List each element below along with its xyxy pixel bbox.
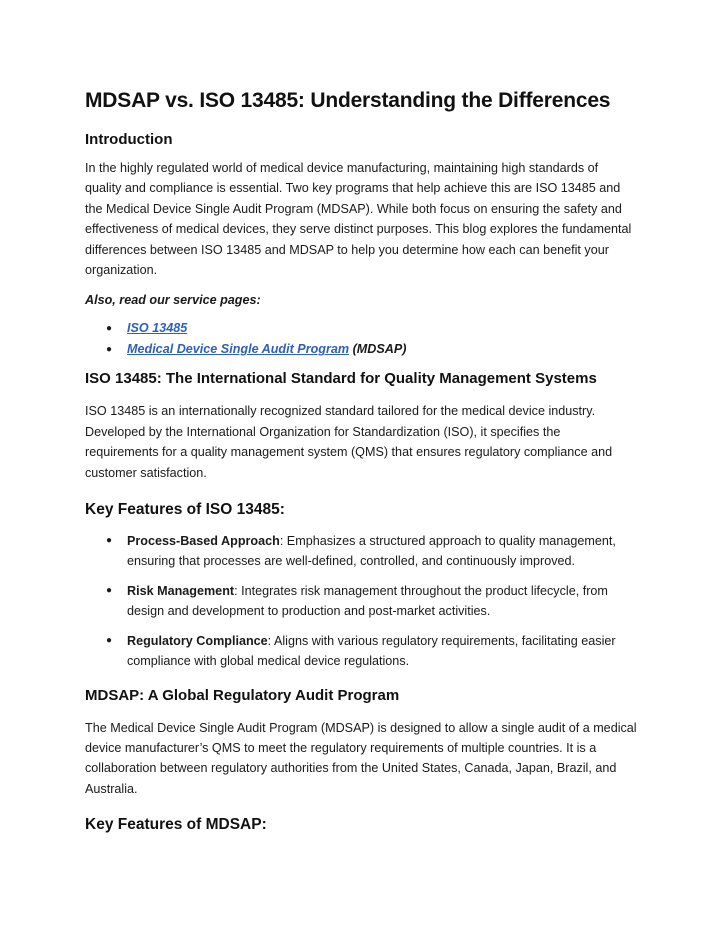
mdsap-link[interactable]: Medical Device Single Audit Program [127, 342, 350, 357]
feature-term: Process-Based Approach [127, 534, 280, 549]
iso-section-paragraph: ISO 13485 is an internationally recognized standard tailored for the medical device industry. Developed by the International Organization for Standardization (ISO), it specifies the requirements for a quality management system (QMS) that ensures regulatory compliance and customer satisfaction. [85, 404, 613, 480]
list-item [85, 531, 637, 572]
list-item [85, 339, 637, 360]
mdsap-features-heading: Key Features of MDSAP: [85, 816, 267, 834]
bullet-icon: ● [106, 584, 113, 596]
list-item [85, 631, 637, 672]
iso-features-list [85, 531, 637, 671]
list-item [85, 581, 637, 622]
iso-features-heading: Key Features of ISO 13485: [85, 501, 285, 519]
feature-term: Regulatory Compliance [127, 633, 268, 648]
document-content [85, 88, 637, 835]
feature-term: Risk Management [127, 583, 235, 598]
introduction-heading: Introduction [85, 131, 173, 148]
mdsap-section-heading: MDSAP: A Global Regulatory Audit Program [85, 686, 400, 704]
bullet-icon: ● [106, 634, 113, 646]
link-suffix: (MDSAP) [349, 342, 407, 357]
feature-description: : Integrates risk management throughout the product lifecycle, from design and development to production and post-market activities. [127, 583, 608, 619]
feature-description: : Aligns with various regulatory requirements, facilitating easier compliance with global medical device regulations. [127, 633, 616, 669]
service-pages-list [85, 318, 637, 360]
page-title: MDSAP vs. ISO 13485: Understanding the Differences [85, 89, 611, 112]
introduction-paragraph: In the highly regulated world of medical device manufacturing, maintaining high standards of quality and compliance is essential. Two key programs that help achieve this are ISO 13485 and the Medical Device Single Audit Program (MDSAP). While both focus on ensuring the safety and effectiveness of medical devices, they serve distinct purposes. This blog explores the fundamental differences between ISO 13485 and MDSAP to help you determine how each can benefit your organization. [85, 161, 632, 278]
bullet-icon: ● [106, 535, 113, 547]
list-item [85, 318, 637, 339]
bullet-icon: ● [106, 344, 113, 356]
feature-description: : Emphasizes a structured approach to quality management, ensuring that processes are well-defined, controlled, and continuously improved. [127, 534, 616, 569]
service-pages-label: Also, read our service pages: [85, 293, 261, 308]
mdsap-section-paragraph: The Medical Device Single Audit Program (MDSAP) is designed to allow a single audit of a medical device manufacturer’s QMS to meet the regulatory requirements of multiple countries. It is a collaboration between regulatory authorities from the United States, Canada, Japan, Brazil, and Australia. [85, 720, 637, 796]
iso-section-heading: ISO 13485: The International Standard for Quality Management Systems [85, 370, 597, 388]
iso-13485-link[interactable]: ISO 13485 [127, 321, 188, 336]
bullet-icon: ● [106, 323, 113, 335]
